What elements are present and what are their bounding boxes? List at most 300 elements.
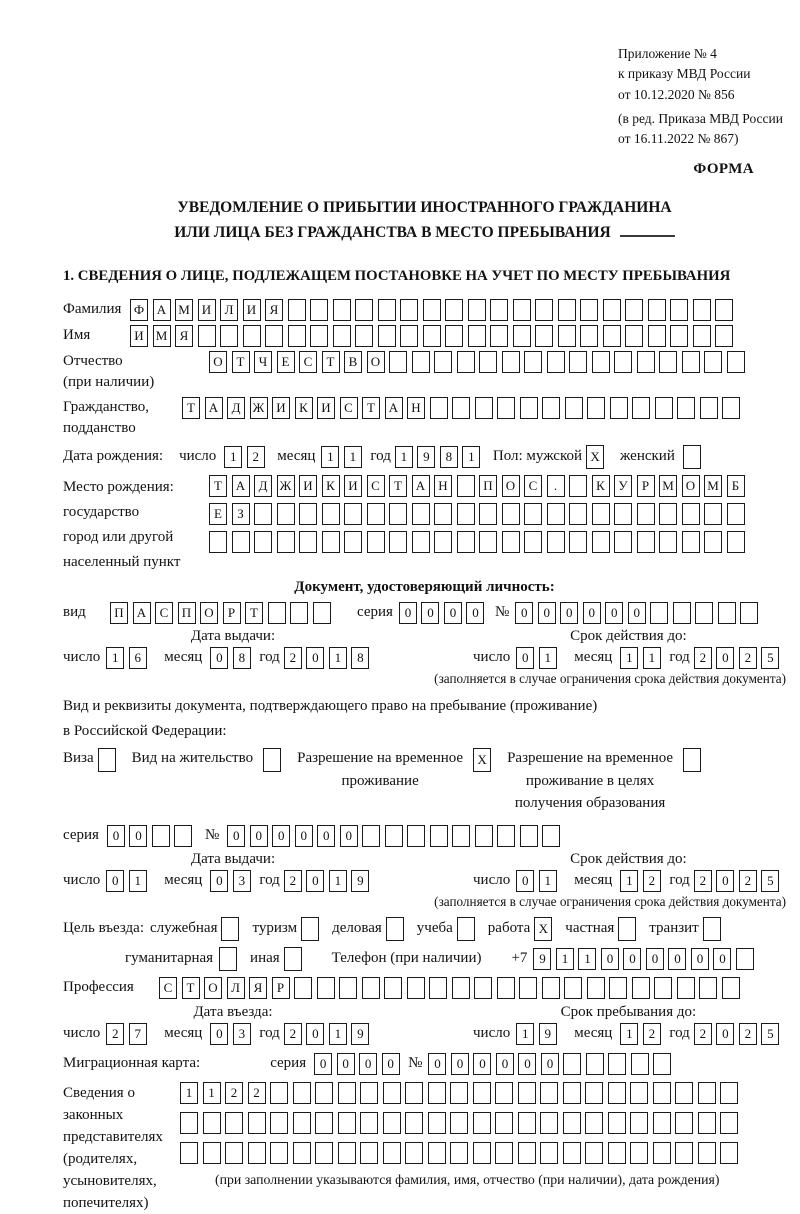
passport-issue-month[interactable] xyxy=(210,647,255,669)
char-cell[interactable] xyxy=(520,825,538,847)
char-cell[interactable]: С xyxy=(159,977,177,999)
char-cell[interactable] xyxy=(338,1142,356,1164)
char-cell[interactable] xyxy=(569,503,587,525)
char-cell[interactable]: 2 xyxy=(284,870,302,892)
char-cell[interactable]: 1 xyxy=(539,647,557,669)
char-cell[interactable] xyxy=(518,1112,536,1134)
firstname-cells[interactable] xyxy=(130,325,738,347)
char-cell[interactable] xyxy=(632,977,650,999)
char-cell[interactable] xyxy=(653,1082,671,1104)
char-cell[interactable]: П xyxy=(110,602,128,624)
char-cell[interactable]: 0 xyxy=(272,825,290,847)
char-cell[interactable]: 1 xyxy=(620,870,638,892)
char-cell[interactable] xyxy=(299,531,317,553)
char-cell[interactable]: 5 xyxy=(761,870,779,892)
char-cell[interactable] xyxy=(682,531,700,553)
char-cell[interactable]: У xyxy=(614,475,632,497)
char-cell[interactable] xyxy=(520,397,538,419)
char-cell[interactable] xyxy=(703,917,721,941)
char-cell[interactable]: 2 xyxy=(739,1023,757,1045)
char-cell[interactable] xyxy=(502,531,520,553)
char-cell[interactable] xyxy=(519,977,537,999)
char-cell[interactable] xyxy=(322,531,340,553)
char-cell[interactable] xyxy=(362,977,380,999)
char-cell[interactable] xyxy=(428,1082,446,1104)
char-cell[interactable]: 0 xyxy=(306,870,324,892)
birthplace-row1-cells[interactable] xyxy=(209,475,749,497)
char-cell[interactable]: 8 xyxy=(233,647,251,669)
char-cell[interactable] xyxy=(473,1142,491,1164)
char-cell[interactable] xyxy=(243,325,261,347)
char-cell[interactable] xyxy=(736,948,754,970)
char-cell[interactable] xyxy=(389,503,407,525)
char-cell[interactable]: 2 xyxy=(694,647,712,669)
char-cell[interactable] xyxy=(563,1082,581,1104)
char-cell[interactable]: 2 xyxy=(225,1082,243,1104)
char-cell[interactable]: 0 xyxy=(716,647,734,669)
purpose-work-checkbox[interactable] xyxy=(534,917,552,941)
char-cell[interactable] xyxy=(659,351,677,373)
char-cell[interactable]: 0 xyxy=(306,1023,324,1045)
char-cell[interactable] xyxy=(473,1112,491,1134)
char-cell[interactable] xyxy=(683,445,701,469)
char-cell[interactable]: 0 xyxy=(314,1053,332,1075)
char-cell[interactable] xyxy=(722,397,740,419)
char-cell[interactable]: 2 xyxy=(247,446,265,468)
char-cell[interactable] xyxy=(479,351,497,373)
char-cell[interactable]: 2 xyxy=(284,1023,302,1045)
passport-issue-day[interactable] xyxy=(106,647,151,669)
char-cell[interactable] xyxy=(614,531,632,553)
char-cell[interactable]: 0 xyxy=(516,647,534,669)
char-cell[interactable]: 2 xyxy=(739,647,757,669)
char-cell[interactable]: Т xyxy=(389,475,407,497)
char-cell[interactable] xyxy=(580,325,598,347)
char-cell[interactable] xyxy=(648,299,666,321)
residence-issue-day[interactable] xyxy=(106,870,151,892)
char-cell[interactable]: 0 xyxy=(306,647,324,669)
char-cell[interactable]: М xyxy=(704,475,722,497)
doc-kind-cells[interactable] xyxy=(110,602,335,624)
char-cell[interactable]: 1 xyxy=(329,1023,347,1045)
char-cell[interactable] xyxy=(653,1112,671,1134)
char-cell[interactable]: Б xyxy=(727,475,745,497)
char-cell[interactable]: Т xyxy=(322,351,340,373)
char-cell[interactable] xyxy=(720,1142,738,1164)
char-cell[interactable]: 3 xyxy=(233,1023,251,1045)
char-cell[interactable] xyxy=(174,825,192,847)
birth-year-cells[interactable] xyxy=(395,446,485,468)
char-cell[interactable] xyxy=(722,977,740,999)
char-cell[interactable]: 0 xyxy=(473,1053,491,1075)
char-cell[interactable] xyxy=(355,325,373,347)
char-cell[interactable]: 0 xyxy=(295,825,313,847)
char-cell[interactable] xyxy=(152,825,170,847)
char-cell[interactable]: 0 xyxy=(106,870,124,892)
char-cell[interactable] xyxy=(727,531,745,553)
char-cell[interactable]: 1 xyxy=(643,647,661,669)
char-cell[interactable]: 2 xyxy=(248,1082,266,1104)
char-cell[interactable] xyxy=(524,351,542,373)
char-cell[interactable] xyxy=(383,1112,401,1134)
char-cell[interactable]: X xyxy=(534,917,552,941)
char-cell[interactable]: 0 xyxy=(518,1053,536,1075)
char-cell[interactable]: К xyxy=(295,397,313,419)
char-cell[interactable]: И xyxy=(130,325,148,347)
char-cell[interactable]: С xyxy=(340,397,358,419)
char-cell[interactable] xyxy=(225,1142,243,1164)
residence-valid-year[interactable] xyxy=(694,870,784,892)
char-cell[interactable] xyxy=(389,531,407,553)
char-cell[interactable]: О xyxy=(200,602,218,624)
char-cell[interactable]: И xyxy=(243,299,261,321)
char-cell[interactable] xyxy=(310,325,328,347)
char-cell[interactable]: 1 xyxy=(620,1023,638,1045)
char-cell[interactable] xyxy=(630,1112,648,1134)
char-cell[interactable] xyxy=(385,825,403,847)
char-cell[interactable]: 0 xyxy=(623,948,641,970)
char-cell[interactable] xyxy=(301,917,319,941)
char-cell[interactable]: Т xyxy=(362,397,380,419)
char-cell[interactable]: 9 xyxy=(533,948,551,970)
char-cell[interactable] xyxy=(412,531,430,553)
char-cell[interactable] xyxy=(727,351,745,373)
char-cell[interactable]: Р xyxy=(272,977,290,999)
char-cell[interactable]: 0 xyxy=(541,1053,559,1075)
char-cell[interactable]: 0 xyxy=(716,870,734,892)
char-cell[interactable]: 9 xyxy=(417,446,435,468)
char-cell[interactable] xyxy=(450,1082,468,1104)
char-cell[interactable] xyxy=(405,1142,423,1164)
char-cell[interactable] xyxy=(540,1142,558,1164)
char-cell[interactable] xyxy=(367,503,385,525)
char-cell[interactable] xyxy=(378,299,396,321)
char-cell[interactable] xyxy=(547,531,565,553)
char-cell[interactable]: 7 xyxy=(129,1023,147,1045)
char-cell[interactable] xyxy=(452,397,470,419)
char-cell[interactable] xyxy=(704,351,722,373)
char-cell[interactable] xyxy=(338,1082,356,1104)
char-cell[interactable] xyxy=(653,1142,671,1164)
char-cell[interactable] xyxy=(405,1112,423,1134)
char-cell[interactable]: 0 xyxy=(560,602,578,624)
char-cell[interactable]: А xyxy=(133,602,151,624)
residence-issue-month[interactable] xyxy=(210,870,255,892)
char-cell[interactable] xyxy=(407,977,425,999)
char-cell[interactable] xyxy=(495,1112,513,1134)
char-cell[interactable] xyxy=(360,1082,378,1104)
char-cell[interactable] xyxy=(630,1142,648,1164)
char-cell[interactable]: 2 xyxy=(739,870,757,892)
char-cell[interactable] xyxy=(277,531,295,553)
char-cell[interactable]: Е xyxy=(209,503,227,525)
char-cell[interactable]: Л xyxy=(220,299,238,321)
residence-permit-checkbox[interactable] xyxy=(263,748,281,772)
char-cell[interactable] xyxy=(655,397,673,419)
char-cell[interactable]: О xyxy=(209,351,227,373)
char-cell[interactable] xyxy=(715,325,733,347)
char-cell[interactable]: М xyxy=(153,325,171,347)
char-cell[interactable] xyxy=(405,1082,423,1104)
char-cell[interactable]: Д xyxy=(254,475,272,497)
char-cell[interactable] xyxy=(720,1082,738,1104)
char-cell[interactable] xyxy=(542,977,560,999)
char-cell[interactable]: 1 xyxy=(344,446,362,468)
char-cell[interactable] xyxy=(569,531,587,553)
char-cell[interactable]: 5 xyxy=(761,1023,779,1045)
char-cell[interactable] xyxy=(704,531,722,553)
char-cell[interactable] xyxy=(659,531,677,553)
stay-year[interactable] xyxy=(694,1023,784,1045)
representatives-row1-cells[interactable] xyxy=(180,1082,786,1104)
char-cell[interactable] xyxy=(315,1082,333,1104)
char-cell[interactable]: 0 xyxy=(466,602,484,624)
birthplace-row3-cells[interactable] xyxy=(209,531,749,553)
char-cell[interactable]: 0 xyxy=(317,825,335,847)
char-cell[interactable]: . xyxy=(547,475,565,497)
char-cell[interactable] xyxy=(457,351,475,373)
char-cell[interactable]: М xyxy=(659,475,677,497)
char-cell[interactable]: 2 xyxy=(694,1023,712,1045)
char-cell[interactable] xyxy=(452,825,470,847)
char-cell[interactable]: Ж xyxy=(250,397,268,419)
char-cell[interactable]: О xyxy=(682,475,700,497)
char-cell[interactable] xyxy=(360,1112,378,1134)
char-cell[interactable] xyxy=(569,351,587,373)
char-cell[interactable]: 0 xyxy=(210,647,228,669)
char-cell[interactable] xyxy=(609,977,627,999)
char-cell[interactable] xyxy=(360,1142,378,1164)
char-cell[interactable]: И xyxy=(299,475,317,497)
char-cell[interactable] xyxy=(434,351,452,373)
char-cell[interactable] xyxy=(452,977,470,999)
representatives-row3-cells[interactable] xyxy=(180,1142,786,1164)
char-cell[interactable]: 0 xyxy=(337,1053,355,1075)
char-cell[interactable]: И xyxy=(272,397,290,419)
char-cell[interactable] xyxy=(625,325,643,347)
purpose-humanitarian-checkbox[interactable] xyxy=(219,947,237,971)
char-cell[interactable] xyxy=(475,825,493,847)
char-cell[interactable] xyxy=(434,531,452,553)
char-cell[interactable] xyxy=(580,299,598,321)
char-cell[interactable]: 8 xyxy=(351,647,369,669)
char-cell[interactable] xyxy=(268,602,286,624)
char-cell[interactable] xyxy=(632,397,650,419)
char-cell[interactable] xyxy=(429,977,447,999)
doc-number-cells[interactable] xyxy=(515,602,763,624)
char-cell[interactable] xyxy=(659,503,677,525)
passport-valid-year[interactable] xyxy=(694,647,784,669)
char-cell[interactable]: 0 xyxy=(583,602,601,624)
char-cell[interactable] xyxy=(547,503,565,525)
purpose-other-checkbox[interactable] xyxy=(284,947,302,971)
char-cell[interactable]: Я xyxy=(175,325,193,347)
temp-residence-education-checkbox[interactable] xyxy=(683,748,701,772)
char-cell[interactable]: 0 xyxy=(668,948,686,970)
char-cell[interactable] xyxy=(648,325,666,347)
char-cell[interactable] xyxy=(592,503,610,525)
char-cell[interactable] xyxy=(180,1112,198,1134)
char-cell[interactable]: О xyxy=(367,351,385,373)
char-cell[interactable] xyxy=(720,1112,738,1134)
char-cell[interactable] xyxy=(339,977,357,999)
char-cell[interactable]: П xyxy=(479,475,497,497)
char-cell[interactable] xyxy=(585,1112,603,1134)
char-cell[interactable]: 1 xyxy=(516,1023,534,1045)
char-cell[interactable]: 5 xyxy=(761,647,779,669)
char-cell[interactable] xyxy=(677,977,695,999)
char-cell[interactable] xyxy=(333,325,351,347)
char-cell[interactable] xyxy=(378,325,396,347)
char-cell[interactable]: 1 xyxy=(224,446,242,468)
char-cell[interactable] xyxy=(698,1112,716,1134)
char-cell[interactable] xyxy=(277,503,295,525)
char-cell[interactable] xyxy=(700,397,718,419)
char-cell[interactable] xyxy=(445,299,463,321)
char-cell[interactable] xyxy=(673,602,691,624)
char-cell[interactable]: И xyxy=(344,475,362,497)
char-cell[interactable] xyxy=(653,1053,671,1075)
char-cell[interactable] xyxy=(608,1053,626,1075)
char-cell[interactable] xyxy=(524,503,542,525)
char-cell[interactable] xyxy=(479,503,497,525)
char-cell[interactable] xyxy=(479,531,497,553)
char-cell[interactable]: А xyxy=(412,475,430,497)
char-cell[interactable] xyxy=(270,1112,288,1134)
passport-valid-month[interactable] xyxy=(620,647,665,669)
char-cell[interactable]: К xyxy=(592,475,610,497)
entry-day[interactable] xyxy=(106,1023,151,1045)
char-cell[interactable] xyxy=(299,503,317,525)
char-cell[interactable] xyxy=(698,1082,716,1104)
char-cell[interactable]: 9 xyxy=(351,870,369,892)
char-cell[interactable] xyxy=(450,1112,468,1134)
char-cell[interactable] xyxy=(333,299,351,321)
char-cell[interactable] xyxy=(317,977,335,999)
char-cell[interactable]: 0 xyxy=(210,1023,228,1045)
char-cell[interactable] xyxy=(474,977,492,999)
char-cell[interactable]: 1 xyxy=(329,647,347,669)
char-cell[interactable]: 0 xyxy=(713,948,731,970)
char-cell[interactable]: 0 xyxy=(129,825,147,847)
char-cell[interactable] xyxy=(293,1082,311,1104)
char-cell[interactable] xyxy=(495,1142,513,1164)
char-cell[interactable] xyxy=(675,1082,693,1104)
char-cell[interactable] xyxy=(434,503,452,525)
char-cell[interactable] xyxy=(558,325,576,347)
char-cell[interactable]: 2 xyxy=(106,1023,124,1045)
char-cell[interactable] xyxy=(220,325,238,347)
char-cell[interactable]: О xyxy=(204,977,222,999)
char-cell[interactable] xyxy=(355,299,373,321)
char-cell[interactable]: 0 xyxy=(382,1053,400,1075)
char-cell[interactable] xyxy=(473,1082,491,1104)
char-cell[interactable]: Л xyxy=(227,977,245,999)
char-cell[interactable]: Ж xyxy=(277,475,295,497)
char-cell[interactable]: 0 xyxy=(340,825,358,847)
char-cell[interactable]: 1 xyxy=(462,446,480,468)
char-cell[interactable] xyxy=(400,299,418,321)
char-cell[interactable]: 0 xyxy=(515,602,533,624)
residence-issue-year[interactable] xyxy=(284,870,374,892)
char-cell[interactable] xyxy=(270,1082,288,1104)
char-cell[interactable] xyxy=(248,1142,266,1164)
surname-cells[interactable] xyxy=(130,299,738,321)
char-cell[interactable] xyxy=(428,1142,446,1164)
char-cell[interactable] xyxy=(569,475,587,497)
char-cell[interactable]: В xyxy=(344,351,362,373)
birthplace-row2-cells[interactable] xyxy=(209,503,749,525)
char-cell[interactable] xyxy=(430,825,448,847)
char-cell[interactable]: Я xyxy=(265,299,283,321)
char-cell[interactable] xyxy=(698,1142,716,1164)
char-cell[interactable]: 8 xyxy=(440,446,458,468)
char-cell[interactable]: Н xyxy=(434,475,452,497)
char-cell[interactable]: 0 xyxy=(107,825,125,847)
char-cell[interactable] xyxy=(383,1142,401,1164)
char-cell[interactable]: С xyxy=(299,351,317,373)
passport-valid-day[interactable] xyxy=(516,647,561,669)
char-cell[interactable] xyxy=(513,325,531,347)
char-cell[interactable] xyxy=(740,602,758,624)
char-cell[interactable] xyxy=(565,397,583,419)
char-cell[interactable] xyxy=(618,917,636,941)
char-cell[interactable] xyxy=(637,351,655,373)
char-cell[interactable]: 0 xyxy=(428,1053,446,1075)
char-cell[interactable] xyxy=(203,1142,221,1164)
char-cell[interactable] xyxy=(682,503,700,525)
char-cell[interactable] xyxy=(209,531,227,553)
passport-issue-year[interactable] xyxy=(284,647,374,669)
char-cell[interactable] xyxy=(495,1082,513,1104)
char-cell[interactable]: 2 xyxy=(284,647,302,669)
char-cell[interactable] xyxy=(400,325,418,347)
char-cell[interactable] xyxy=(513,299,531,321)
phone-cells[interactable] xyxy=(533,948,758,970)
char-cell[interactable] xyxy=(610,397,628,419)
char-cell[interactable] xyxy=(265,325,283,347)
profession-cells[interactable] xyxy=(159,977,744,999)
female-checkbox[interactable] xyxy=(683,445,701,469)
char-cell[interactable]: 1 xyxy=(395,446,413,468)
char-cell[interactable] xyxy=(457,531,475,553)
char-cell[interactable]: И xyxy=(317,397,335,419)
char-cell[interactable]: Т xyxy=(245,602,263,624)
char-cell[interactable]: 3 xyxy=(233,870,251,892)
char-cell[interactable] xyxy=(293,1142,311,1164)
char-cell[interactable] xyxy=(540,1112,558,1134)
char-cell[interactable] xyxy=(430,397,448,419)
char-cell[interactable] xyxy=(315,1112,333,1134)
char-cell[interactable]: 2 xyxy=(643,870,661,892)
char-cell[interactable] xyxy=(294,977,312,999)
char-cell[interactable]: 2 xyxy=(694,870,712,892)
patronymic-cells[interactable] xyxy=(209,351,749,373)
char-cell[interactable] xyxy=(383,1082,401,1104)
char-cell[interactable]: М xyxy=(175,299,193,321)
char-cell[interactable] xyxy=(675,1142,693,1164)
char-cell[interactable] xyxy=(290,602,308,624)
char-cell[interactable]: А xyxy=(232,475,250,497)
char-cell[interactable] xyxy=(423,325,441,347)
residence-valid-day[interactable] xyxy=(516,870,561,892)
char-cell[interactable]: 0 xyxy=(496,1053,514,1075)
char-cell[interactable] xyxy=(412,503,430,525)
char-cell[interactable]: Р xyxy=(637,475,655,497)
char-cell[interactable]: 9 xyxy=(351,1023,369,1045)
char-cell[interactable]: 1 xyxy=(321,446,339,468)
char-cell[interactable] xyxy=(313,602,331,624)
